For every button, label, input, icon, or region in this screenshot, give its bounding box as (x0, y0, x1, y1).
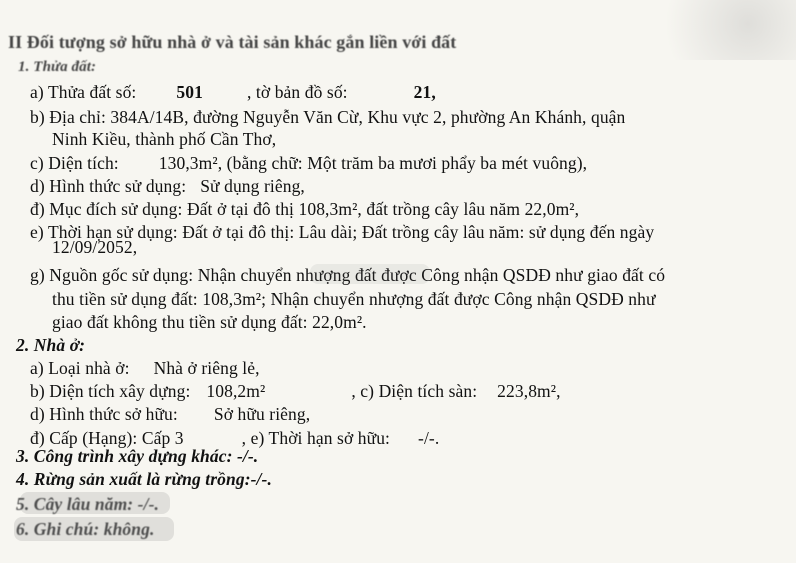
house-row-a (30, 357, 260, 379)
planted-forest: 4. Rừng sản xuất là rừng trồng:-/-. (16, 469, 272, 489)
land-heading: 1. Thửa đất: (18, 59, 97, 75)
usage-form-value: Sử dụng riêng, (200, 176, 305, 196)
land-row-b (30, 106, 625, 128)
address-line-2: Ninh Kiều, thành phố Cần Thơ, (52, 129, 277, 149)
origin-line-1: Nhận chuyển nhượng đất được Công nhận QSDĐ như giao đất có (197, 265, 666, 285)
floor-area-label: , c) Diện tích sàn: (351, 381, 478, 401)
notes: 6. Ghi chú: không. (16, 519, 155, 539)
build-area-value: 108,2m² (206, 381, 266, 401)
address-line-1: 384A/14B, đường Nguyễn Văn Cừ, Khu vực 2, phường An Khánh, quận (110, 107, 626, 127)
land-b-label: b) Địa chỉ: (30, 107, 106, 127)
usage-term-line-2: 12/09/2052, (52, 237, 138, 257)
land-row-c (30, 152, 587, 174)
land-d-label: d) Hình thức sử dụng: (30, 176, 187, 196)
land-g-label: g) Nguồn gốc sử dụng: (30, 265, 194, 285)
land-row-dd (30, 198, 579, 220)
section-title: II Đối tượng sở hữu nhà ở và tài sản khác gắn liền với đất (8, 32, 457, 52)
map-sheet-label: , tờ bản đồ số: (246, 82, 348, 102)
house-row-d (30, 403, 310, 425)
origin-line-2: thu tiền sử dụng đất: 108,3m²; Nhận chuyển nhượng đất được Công nhận QSDĐ như (52, 289, 656, 309)
house-type-value: Nhà ở riêng lẻ, (153, 358, 260, 378)
land-dd-label: đ) Mục đích sử dụng: (30, 199, 183, 219)
ownership-term-value: -/-. (418, 428, 440, 448)
house-b-label: b) Diện tích xây dựng: (30, 381, 191, 401)
ownership-term-label: , e) Thời hạn sở hữu: (241, 428, 391, 448)
scan-smudge (310, 264, 430, 284)
usage-term-line-1: Đất ở tại đô thị: Lâu dài; Đất trồng cây lâu năm: sử dụng đến ngày (182, 222, 655, 242)
usage-purpose-value: Đất ở tại đô thị 108,3m², đất trồng cây lâu năm 22,0m², (186, 199, 580, 219)
house-a-label: a) Loại nhà ở: (30, 358, 130, 378)
scan-smudge (14, 517, 174, 541)
parcel-number: 501 (176, 82, 203, 102)
grade-value: Cấp 3 (141, 428, 184, 448)
house-d-label: d) Hình thức sở hữu: (30, 404, 178, 424)
land-e-label: e) Thời hạn sử dụng: (30, 222, 178, 242)
land-row-a (30, 81, 436, 103)
perennial-trees: 5. Cây lâu năm: -/-. (16, 494, 159, 514)
land-row-d (30, 175, 305, 197)
land-c-label: c) Diện tích: (30, 153, 119, 173)
land-a-label: a) Thửa đất số: (30, 82, 137, 102)
house-dd-label: đ) Cấp (Hạng): (30, 428, 138, 448)
house-row-b (30, 380, 561, 402)
floor-area-value: 223,8m², (497, 381, 561, 401)
map-sheet-number: 21, (413, 82, 436, 102)
land-area-value: 130,3m², (bằng chữ: Một trăm ba mươi phẩy ba mét vuông), (158, 153, 588, 173)
other-works: 3. Công trình xây dựng khác: -/-. (16, 446, 259, 466)
origin-line-3: giao đất không thu tiền sử dụng đất: 22,0m². (52, 312, 367, 332)
house-heading: 2. Nhà ở: (16, 335, 86, 355)
scan-smudge (20, 492, 170, 514)
ownership-form-value: Sở hữu riêng, (213, 404, 311, 424)
scan-noise (636, 0, 796, 60)
